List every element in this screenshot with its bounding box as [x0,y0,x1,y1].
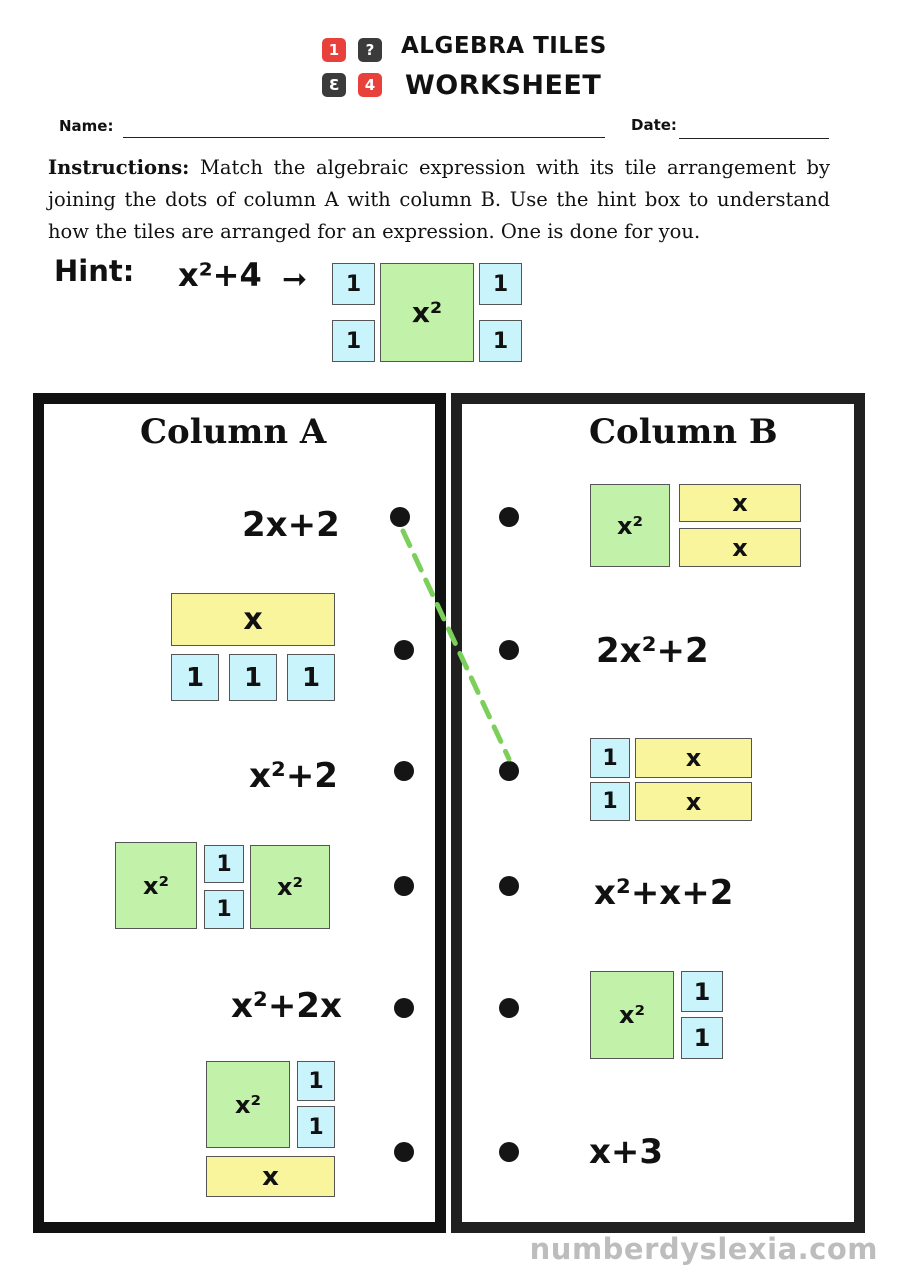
column-b-heading: Column B [589,412,778,452]
one-tile: 1 [332,263,375,305]
hint-label: Hint: [54,254,135,288]
one-tile: 1 [332,320,375,362]
x-squared-tile: x² [590,484,670,567]
x-tile: x [679,484,801,522]
name-label: Name: [59,117,114,135]
one-tile: 1 [229,654,277,701]
title-line-2: WORKSHEET [405,70,602,101]
x-tile: x [679,528,801,567]
one-tile: 1 [479,320,522,362]
one-tile: 1 [204,890,244,929]
title-line-1: ALGEBRA TILES [401,33,607,59]
date-label: Date: [631,116,677,134]
column-a-expression: 2x+2 [242,505,340,545]
x-tile: x [206,1156,335,1197]
instructions-text: Match the algebraic expression with its tile arrangement by joining the dots of column A with column B. Use the hint box to understand how the tiles are arranged for an expression. One is done for you. [48,156,830,243]
one-tile: 1 [590,782,630,821]
one-tile: 1 [479,263,522,305]
x-tile: x [635,738,752,778]
one-tile: 1 [204,845,244,883]
column-a-expression: x²+2 [249,756,338,796]
column-a-heading: Column A [140,412,327,452]
one-tile: 1 [681,1017,723,1059]
logo-tile-4: 4 [358,73,382,97]
one-tile: 1 [297,1106,335,1148]
one-tile: 1 [171,654,219,701]
column-b-expression: x²+x+2 [594,873,734,913]
x-tile: x [635,782,752,821]
x-tile: x [171,593,335,646]
x-squared-tile: x² [250,845,330,929]
one-tile: 1 [590,738,630,778]
logo-tile-question: ? [358,38,382,62]
footer-brand: numberdyslexia.com [529,1232,878,1266]
instructions-label: Instructions: [48,156,190,179]
x-squared-tile: x² [590,971,674,1059]
logo-tile-1: 1 [322,38,346,62]
column-a-expression: x²+2x [231,986,342,1026]
x-squared-tile: x² [380,263,474,362]
hint-arrow-icon: ➞ [282,262,308,297]
one-tile: 1 [287,654,335,701]
logo-tile-3: 3 [322,73,346,97]
column-b-expression: x+3 [589,1132,664,1172]
one-tile: 1 [681,971,723,1012]
hint-expression: x²+4 [178,256,262,294]
one-tile: 1 [297,1061,335,1101]
column-b-expression: 2x²+2 [596,631,709,671]
x-squared-tile: x² [115,842,197,929]
x-squared-tile: x² [206,1061,290,1148]
